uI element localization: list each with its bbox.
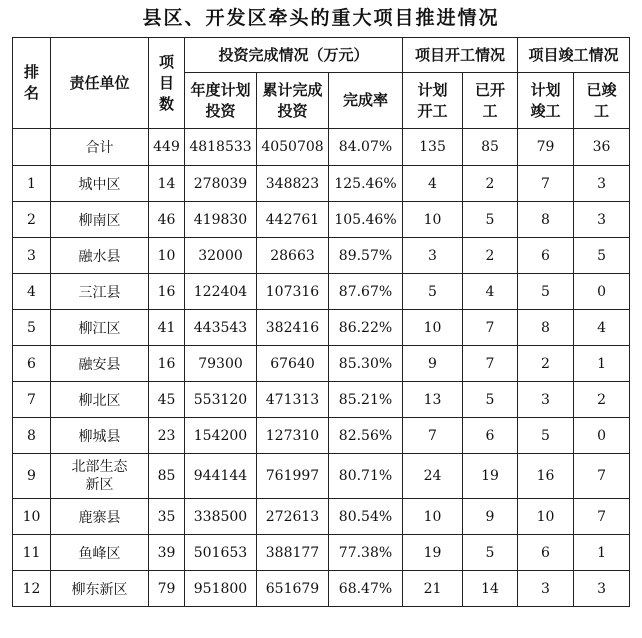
planned-finish-cell: 7 bbox=[518, 166, 574, 202]
cumulative-cell: 471313 bbox=[257, 382, 329, 418]
planned-start-cell: 24 bbox=[403, 454, 463, 499]
finished-cell: 7 bbox=[574, 454, 630, 499]
cumulative-cell: 107316 bbox=[257, 274, 329, 310]
cumulative-cell: 442761 bbox=[257, 202, 329, 238]
finished-cell: 2 bbox=[574, 382, 630, 418]
annual-plan-cell: 32000 bbox=[185, 238, 257, 274]
unit-cell: 柳东新区 bbox=[51, 571, 149, 607]
table-row bbox=[13, 535, 630, 571]
header-cumulative: 累计完成投资 bbox=[257, 73, 329, 129]
finished-cell: 4 bbox=[574, 310, 630, 346]
started-cell: 5 bbox=[463, 382, 518, 418]
count-cell: 45 bbox=[149, 382, 185, 418]
cumulative-cell: 382416 bbox=[257, 310, 329, 346]
count-cell: 10 bbox=[149, 238, 185, 274]
planned-start-cell: 3 bbox=[403, 238, 463, 274]
table-row bbox=[13, 454, 630, 499]
planned-start-cell: 9 bbox=[403, 346, 463, 382]
rank-cell: 6 bbox=[13, 346, 51, 382]
count-cell: 14 bbox=[149, 166, 185, 202]
rate-cell: 85.30% bbox=[329, 346, 403, 382]
header-planned-start: 计划开工 bbox=[403, 73, 463, 129]
header-annual-plan: 年度计划投资 bbox=[185, 73, 257, 129]
header-finished: 已竣工 bbox=[574, 73, 630, 129]
total-cumulative: 4050708 bbox=[257, 129, 329, 166]
table-row bbox=[13, 310, 630, 346]
annual-plan-cell: 501653 bbox=[185, 535, 257, 571]
planned-start-cell: 4 bbox=[403, 166, 463, 202]
annual-plan-cell: 338500 bbox=[185, 499, 257, 535]
planned-start-cell: 13 bbox=[403, 382, 463, 418]
rank-cell: 10 bbox=[13, 499, 51, 535]
planned-start-cell: 5 bbox=[403, 274, 463, 310]
cumulative-cell: 348823 bbox=[257, 166, 329, 202]
rate-cell: 125.46% bbox=[329, 166, 403, 202]
count-cell: 16 bbox=[149, 346, 185, 382]
started-cell: 5 bbox=[463, 202, 518, 238]
planned-finish-cell: 2 bbox=[518, 346, 574, 382]
total-label: 合计 bbox=[51, 129, 149, 166]
started-cell: 2 bbox=[463, 238, 518, 274]
header-count: 项目数 bbox=[149, 38, 185, 129]
rank-cell: 4 bbox=[13, 274, 51, 310]
cumulative-cell: 388177 bbox=[257, 535, 329, 571]
unit-cell: 柳江区 bbox=[51, 310, 149, 346]
planned-start-cell: 19 bbox=[403, 535, 463, 571]
planned-start-cell: 10 bbox=[403, 499, 463, 535]
total-rate: 84.07% bbox=[329, 129, 403, 166]
header-unit: 责任单位 bbox=[51, 38, 149, 129]
finished-cell: 7 bbox=[574, 499, 630, 535]
header-planned-finish: 计划竣工 bbox=[518, 73, 574, 129]
started-cell: 4 bbox=[463, 274, 518, 310]
table-row bbox=[13, 499, 630, 535]
rate-cell: 86.22% bbox=[329, 310, 403, 346]
unit-cell: 融安县 bbox=[51, 346, 149, 382]
cumulative-cell: 761997 bbox=[257, 454, 329, 499]
total-count: 449 bbox=[149, 129, 185, 166]
finished-cell: 3 bbox=[574, 571, 630, 607]
rate-cell: 80.71% bbox=[329, 454, 403, 499]
annual-plan-cell: 553120 bbox=[185, 382, 257, 418]
count-cell: 41 bbox=[149, 310, 185, 346]
unit-cell: 北部生态新区 bbox=[51, 454, 149, 499]
header-started: 已开工 bbox=[463, 73, 518, 129]
project-table bbox=[12, 37, 630, 607]
cumulative-cell: 272613 bbox=[257, 499, 329, 535]
annual-plan-cell: 154200 bbox=[185, 418, 257, 454]
planned-finish-cell: 5 bbox=[518, 418, 574, 454]
unit-cell: 柳北区 bbox=[51, 382, 149, 418]
page-title: 县区、开发区牵头的重大项目推进情况 bbox=[142, 7, 500, 29]
header-investment-group: 投资完成情况（万元） bbox=[185, 38, 403, 73]
rate-cell: 85.21% bbox=[329, 382, 403, 418]
unit-cell: 柳南区 bbox=[51, 202, 149, 238]
rate-cell: 82.56% bbox=[329, 418, 403, 454]
planned-finish-cell: 5 bbox=[518, 274, 574, 310]
rate-cell: 68.47% bbox=[329, 571, 403, 607]
planned-finish-cell: 10 bbox=[518, 499, 574, 535]
annual-plan-cell: 951800 bbox=[185, 571, 257, 607]
table-row bbox=[13, 274, 630, 310]
started-cell: 7 bbox=[463, 346, 518, 382]
table-row bbox=[13, 166, 630, 202]
table-row bbox=[13, 382, 630, 418]
finished-cell: 3 bbox=[574, 166, 630, 202]
finished-cell: 0 bbox=[574, 418, 630, 454]
started-cell: 14 bbox=[463, 571, 518, 607]
table-row bbox=[13, 571, 630, 607]
rate-cell: 89.57% bbox=[329, 238, 403, 274]
rate-cell: 80.54% bbox=[329, 499, 403, 535]
rank-cell: 11 bbox=[13, 535, 51, 571]
unit-cell: 融水县 bbox=[51, 238, 149, 274]
planned-finish-cell: 16 bbox=[518, 454, 574, 499]
finished-cell: 1 bbox=[574, 346, 630, 382]
planned-start-cell: 10 bbox=[403, 310, 463, 346]
table-row bbox=[13, 238, 630, 274]
unit-cell: 柳城县 bbox=[51, 418, 149, 454]
cumulative-cell: 28663 bbox=[257, 238, 329, 274]
rank-cell: 8 bbox=[13, 418, 51, 454]
rank-cell: 5 bbox=[13, 310, 51, 346]
header-start-group: 项目开工情况 bbox=[403, 38, 518, 73]
header-completion-rate: 完成率 bbox=[329, 73, 403, 129]
rank-cell: 3 bbox=[13, 238, 51, 274]
rate-cell: 105.46% bbox=[329, 202, 403, 238]
header-finish-group: 项目竣工情况 bbox=[518, 38, 630, 73]
started-cell: 9 bbox=[463, 499, 518, 535]
unit-cell: 城中区 bbox=[51, 166, 149, 202]
table-row bbox=[13, 346, 630, 382]
rate-cell: 87.67% bbox=[329, 274, 403, 310]
planned-start-cell: 10 bbox=[403, 202, 463, 238]
annual-plan-cell: 122404 bbox=[185, 274, 257, 310]
planned-start-cell: 7 bbox=[403, 418, 463, 454]
total-planned-start: 135 bbox=[403, 129, 463, 166]
count-cell: 35 bbox=[149, 499, 185, 535]
unit-cell: 三江县 bbox=[51, 274, 149, 310]
rank-cell: 9 bbox=[13, 454, 51, 499]
count-cell: 23 bbox=[149, 418, 185, 454]
rank-cell: 12 bbox=[13, 571, 51, 607]
started-cell: 5 bbox=[463, 535, 518, 571]
annual-plan-cell: 443543 bbox=[185, 310, 257, 346]
planned-finish-cell: 3 bbox=[518, 571, 574, 607]
planned-finish-cell: 3 bbox=[518, 382, 574, 418]
annual-plan-cell: 944144 bbox=[185, 454, 257, 499]
total-finished: 36 bbox=[574, 129, 630, 166]
count-cell: 46 bbox=[149, 202, 185, 238]
finished-cell: 5 bbox=[574, 238, 630, 274]
started-cell: 19 bbox=[463, 454, 518, 499]
finished-cell: 3 bbox=[574, 202, 630, 238]
planned-finish-cell: 6 bbox=[518, 238, 574, 274]
annual-plan-cell: 79300 bbox=[185, 346, 257, 382]
count-cell: 39 bbox=[149, 535, 185, 571]
annual-plan-cell: 278039 bbox=[185, 166, 257, 202]
started-cell: 6 bbox=[463, 418, 518, 454]
cumulative-cell: 67640 bbox=[257, 346, 329, 382]
rank-cell: 2 bbox=[13, 202, 51, 238]
cumulative-cell: 651679 bbox=[257, 571, 329, 607]
rank-cell: 7 bbox=[13, 382, 51, 418]
finished-cell: 1 bbox=[574, 535, 630, 571]
header-row-1 bbox=[13, 38, 630, 73]
finished-cell: 0 bbox=[574, 274, 630, 310]
count-cell: 16 bbox=[149, 274, 185, 310]
header-rank: 排名 bbox=[13, 38, 51, 129]
table-row bbox=[13, 418, 630, 454]
rank-cell: 1 bbox=[13, 166, 51, 202]
total-planned-finish: 79 bbox=[518, 129, 574, 166]
started-cell: 2 bbox=[463, 166, 518, 202]
planned-start-cell: 21 bbox=[403, 571, 463, 607]
count-cell: 79 bbox=[149, 571, 185, 607]
total-annual-plan: 4818533 bbox=[185, 129, 257, 166]
planned-finish-cell: 8 bbox=[518, 202, 574, 238]
rate-cell: 77.38% bbox=[329, 535, 403, 571]
total-rank-cell bbox=[13, 129, 51, 166]
cumulative-cell: 127310 bbox=[257, 418, 329, 454]
unit-cell: 鱼峰区 bbox=[51, 535, 149, 571]
planned-finish-cell: 8 bbox=[518, 310, 574, 346]
total-started: 85 bbox=[463, 129, 518, 166]
count-cell: 85 bbox=[149, 454, 185, 499]
table-row bbox=[13, 202, 630, 238]
annual-plan-cell: 419830 bbox=[185, 202, 257, 238]
total-row bbox=[13, 129, 630, 166]
started-cell: 7 bbox=[463, 310, 518, 346]
planned-finish-cell: 6 bbox=[518, 535, 574, 571]
unit-cell: 鹿寨县 bbox=[51, 499, 149, 535]
